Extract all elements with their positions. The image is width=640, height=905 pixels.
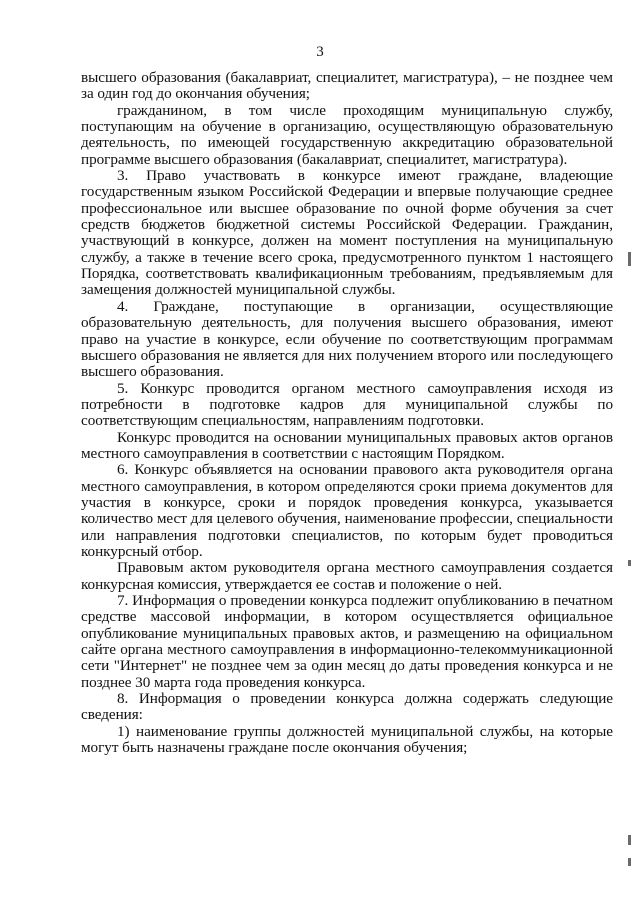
- paragraph: высшего образования (бакалавриат, специалитет, магистратура), – не позднее чем за один год до окончания обучения;: [81, 69, 613, 103]
- paragraph: 7. Информация о проведении конкурса подлежит опубликованию в печатном средстве массовой информации, в котором осуществляется официальное опубликование муниципальных правовых актов, и размещению на официальном сайте органа местного самоуправления в информационно-телекоммуникационной сети "Интернет" не позднее чем за один месяц до даты проведения конкурса и не позднее 30 марта года проведения конкурса.: [81, 592, 613, 691]
- paragraph: 6. Конкурс объявляется на основании правового акта руководителя органа местного самоуправления, в котором определяются сроки приема документов для участия в конкурсе, сроки и порядок проведения конкурса, указывается количество мест для целевого обучения, наименование профессии, специальности или направления подготовки специалистов, по которым будет проводиться конкурсный отбор.: [81, 461, 613, 560]
- page-number: 3: [316, 44, 324, 60]
- scan-edge-mark: [628, 560, 631, 566]
- paragraph: 4. Граждане, поступающие в организации, осуществляющие образовательную деятельность, для получения высшего образования, имеют право на участие в конкурсе, если обучение по соответствующим программам высшего образования не является для них получением второго или последующего высшего образования.: [81, 297, 613, 381]
- paragraph: 8. Информация о проведении конкурса должна содержать следующие сведения:: [81, 690, 613, 724]
- scan-edge-mark: [628, 858, 631, 866]
- paragraph: 1) наименование группы должностей муниципальной службы, на которые могут быть назначены граждане после окончания обучения;: [81, 722, 613, 757]
- scan-edge-mark: [628, 835, 631, 845]
- paragraph: Правовым актом руководителя органа местного самоуправления создается конкурсная комиссия, утверждается ее состав и положение о ней.: [81, 559, 613, 593]
- scan-edge-mark: [628, 252, 631, 266]
- paragraph: 5. Конкурс проводится органом местного самоуправления исходя из потребности в подготовке кадров для муниципальной службы по соответствующим специальностям, направлениям подготовки.: [81, 379, 613, 430]
- paragraph: Конкурс проводится на основании муниципальных правовых актов органов местного самоуправления в соответствии с настоящим Порядком.: [81, 428, 613, 462]
- paragraph: 3. Право участвовать в конкурсе имеют граждане, владеющие государственным языком Российской Федерации и впервые получающие среднее профессиональное или высшее образование по очной форме обучения за счет средств бюджетов бюджетной системы Российской Федерации. Гражданин, участвующий в конкурсе, должен на момент поступления на муниципальную службу, а также в течение всего срока, предусмотренного пунктом 1 настоящего Порядка, соответствовать квалификационным требованиям, предъявляемым для замещения должностей муниципальной службы.: [81, 167, 613, 299]
- paragraph: гражданином, в том числе проходящим муниципальную службу, поступающим на обучение в организацию, осуществляющую образовательную деятельность, по имеющей государственную аккредитацию образовательной программе высшего образования (бакалавриат, специалитет, магистратура).: [81, 101, 613, 168]
- document-body: [81, 70, 613, 756]
